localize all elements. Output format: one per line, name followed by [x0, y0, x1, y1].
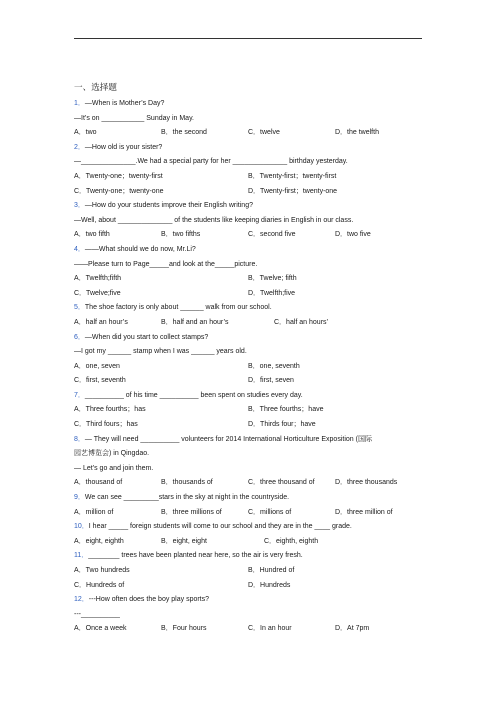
question-6-line: —I got my ______ stamp when I was ______ years old. — [74, 348, 247, 356]
option-c[interactable]: C．three thousand of — [248, 479, 315, 487]
question-text: I hear _____ foreign students will come to our school and they are in the ____ grade. — [88, 523, 352, 531]
option-b[interactable]: B．Three fourths；have — [248, 406, 324, 414]
option-c[interactable]: C．second five — [248, 231, 296, 239]
question-text: ________ trees have been planted near here, so the air is very fresh. — [88, 552, 303, 560]
question-4-options — [74, 272, 424, 287]
question-12-options — [74, 622, 424, 637]
question-text: —How do your students improve their English writing? — [84, 202, 253, 210]
question-4-options — [74, 287, 424, 302]
option-b[interactable]: B．three millions of — [161, 508, 222, 516]
option-a[interactable]: A．Twelfth;fifth — [74, 275, 122, 283]
question-3-line: —Well, about ______________ of the students like keeping diaries in English in our class. — [74, 216, 354, 224]
option-d[interactable]: D．first, seven — [248, 377, 294, 385]
option-b[interactable]: B．Four hours — [161, 625, 207, 633]
question-10-stem — [74, 520, 424, 535]
question-text: __________ of his time __________ been spent on studies every day. — [84, 391, 303, 399]
question-number: 12． — [74, 596, 89, 604]
option-a[interactable]: A．Once a week — [74, 625, 127, 633]
question-text: The shoe factory is only about ______ walk from our school. — [84, 304, 272, 312]
option-d[interactable]: D．Thirds four；have — [248, 421, 316, 429]
option-b[interactable]: B．one, seventh — [248, 362, 300, 370]
option-b[interactable]: B．Twelve; fifth — [248, 275, 297, 283]
question-6-options — [74, 374, 424, 389]
exam-content — [74, 82, 424, 637]
option-c[interactable]: C．half an hours’ — [274, 318, 329, 326]
question-text: ---How often does the boy play sports? — [88, 596, 210, 604]
option-c[interactable]: C．Twelve;five — [74, 289, 121, 297]
question-3-options — [74, 228, 424, 243]
question-5-stem — [74, 301, 424, 316]
option-c[interactable]: C．eighth, eighth — [264, 537, 319, 545]
option-b[interactable]: B．two fifths — [161, 231, 201, 239]
option-b[interactable]: B．eight, eight — [161, 537, 207, 545]
question-1-stem — [74, 97, 424, 112]
question-number: 7． — [74, 391, 85, 399]
question-number: 10． — [74, 523, 89, 531]
option-a[interactable]: A．Three fourths；has — [74, 406, 146, 414]
question-3-stem — [74, 199, 424, 214]
option-a[interactable]: A．million of — [74, 508, 114, 516]
question-4-stem — [74, 243, 424, 258]
question-5-options — [74, 316, 424, 331]
option-c[interactable]: C．twelve — [248, 129, 280, 137]
question-number: 5． — [74, 304, 85, 312]
question-text: ——What should we do now, Mr.Li? — [84, 245, 196, 253]
option-d[interactable]: D．At 7pm — [335, 625, 370, 633]
option-d[interactable]: D．the twelfth — [335, 129, 379, 137]
option-a[interactable]: A．two fifth — [74, 231, 110, 239]
question-7-stem — [74, 389, 424, 404]
section-title: 一、选择题 — [74, 83, 117, 93]
option-d[interactable]: D．Hundreds — [248, 581, 291, 589]
question-6-options — [74, 360, 424, 375]
question-text: We can see _________stars in the sky at night in the countryside. — [84, 494, 290, 502]
question-8-stem — [74, 433, 424, 448]
option-c[interactable]: C．Hundreds of — [74, 581, 125, 589]
option-c[interactable]: C．Third fours；has — [74, 421, 138, 429]
header-rule — [74, 38, 422, 39]
question-9-stem — [74, 491, 424, 506]
question-11-stem — [74, 549, 424, 564]
option-b[interactable]: B．Hundred of — [248, 567, 295, 574]
question-text: —How old is your sister? — [84, 143, 163, 151]
question-1-line: —It’s on ___________ Sunday in May. — [74, 114, 194, 122]
option-a[interactable]: A．one, seven — [74, 362, 120, 370]
question-6-stem — [74, 331, 424, 346]
question-9-options — [74, 506, 424, 521]
option-a[interactable]: A．two — [74, 129, 97, 137]
question-number: 8． — [74, 435, 85, 443]
option-c[interactable]: C．first, seventh — [74, 377, 126, 385]
question-number: 2． — [74, 143, 85, 151]
question-11-options — [74, 579, 424, 594]
question-7-options — [74, 403, 424, 418]
question-12-stem — [74, 593, 424, 608]
option-b[interactable]: B．the second — [161, 129, 207, 137]
question-number: 3． — [74, 202, 85, 210]
question-4-line: ——Please turn to Page_____and look at the_____picture. — [74, 260, 258, 268]
option-c[interactable]: C．Twenty-one；twenty-one — [74, 187, 164, 195]
question-10-options — [74, 535, 424, 550]
question-1-options — [74, 126, 424, 141]
question-text: —When did you start to collect stamps? — [84, 333, 209, 341]
option-d[interactable]: D．Twelfth;five — [248, 289, 296, 297]
question-8-line: — Let’s go and join them. — [74, 464, 154, 472]
option-c[interactable]: C．millions of — [248, 508, 292, 516]
option-a[interactable]: A．eight, eighth — [74, 537, 124, 545]
question-number: 1． — [74, 100, 85, 107]
question-2-options — [74, 170, 424, 185]
option-a[interactable]: A．thousand of — [74, 479, 123, 487]
option-b[interactable]: B．Twenty-first；twenty-first — [248, 172, 337, 180]
question-number: 9． — [74, 494, 85, 502]
question-8-options — [74, 476, 424, 491]
question-2-line: —______________.We had a special party for her ______________ birthday yesterday. — [74, 158, 348, 166]
option-c[interactable]: C．In an hour — [248, 625, 292, 633]
question-11-options — [74, 564, 424, 579]
option-d[interactable]: D．three million of — [335, 508, 393, 516]
question-2-stem — [74, 141, 424, 156]
question-number: 6． — [74, 333, 85, 341]
question-7-options — [74, 418, 424, 433]
question-8-line: 园艺博览会) in Qingdao. — [74, 450, 150, 458]
question-12-line: ---__________ — [74, 610, 120, 618]
option-a[interactable]: A．half an hour’s — [74, 318, 128, 326]
option-a[interactable]: A．Two hundreds — [74, 567, 130, 574]
option-d[interactable]: D．two five — [335, 231, 371, 239]
question-2-options — [74, 185, 424, 200]
option-d[interactable]: D．Twenty-first；twenty-one — [248, 187, 338, 195]
question-number: 11． — [74, 552, 89, 560]
option-b[interactable]: B．thousands of — [161, 479, 213, 487]
option-d[interactable]: D．three thousands — [335, 479, 398, 487]
option-b[interactable]: B．half and an hour’s — [161, 318, 229, 326]
question-text: — They will need __________ volunteers for 2014 International Horticulture Exposition (国际 — [84, 435, 372, 443]
question-number: 4． — [74, 245, 85, 253]
option-a[interactable]: A．Twenty-one；twenty-first — [74, 172, 163, 180]
question-text: —When is Mother’s Day? — [84, 100, 165, 107]
